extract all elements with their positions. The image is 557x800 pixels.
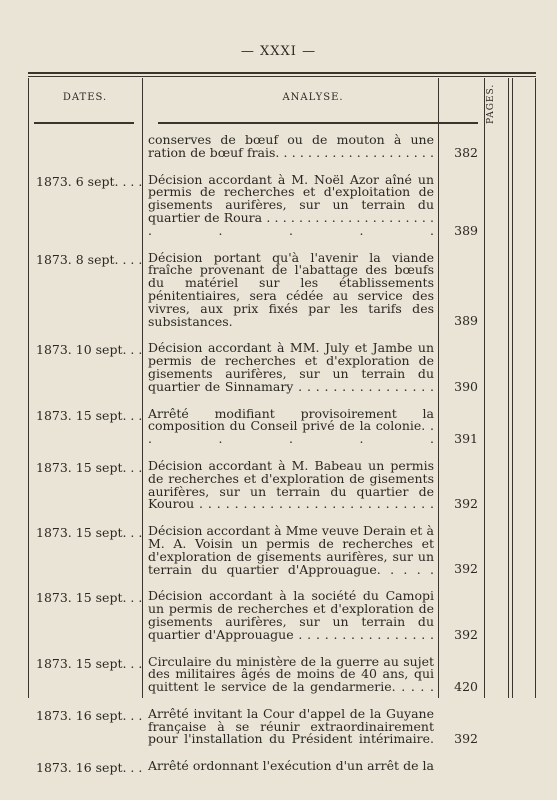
entry-date: 1873. 15 sept. . . [36,655,143,671]
entry-date: 1873. 6 sept. . . . [36,173,143,189]
header-analyse: ANALYSE. [282,92,344,103]
index-entry [28,249,536,329]
index-entry [28,405,536,447]
entry-date: 1873. 8 sept. . . . [36,251,143,267]
entry-text: Décision accordant à MM. July et Jambe un permis de recherches et d'exploration de gisements aurifères, sur un terrain du quartier de Sinnamary . . . . . . . . . . . . . . . . [148,340,434,394]
entry-date: 1873. 15 sept. . . [36,407,143,423]
entry-text: conserves de bœuf ou de mouton à une ration de bœuf frais. . . . . . . . . . . . . . . . . . . . [148,132,434,160]
index-entry [28,758,536,776]
header-dates: DATES. [62,92,108,103]
entry-text: Décision portant qu'à l'avenir la viande fraîche provenant de l'abattage des bœufs du matériel sur les établissements pénitentiaires, sera cédée au service des vivres, aux prix fixés par les tarifs des subsistances. [148,249,434,329]
entry-date: 1873. 15 sept. . . [36,459,143,475]
entry-page: 391 [454,430,478,446]
index-entry [28,525,536,576]
top-rule [28,72,536,74]
entry-page: 392 [454,496,478,512]
entry-text: Décision accordant à M. Noël Azor aîné un permis de recherches et d'exploitation de gisements aurifères, sur un terrain du quartier de Roura . . . . . . . . . . . . . . . . . . . . . . . . . . [148,171,434,238]
entry-text: Arrêté ordonnant l'exécution d'un arrêt de la [148,758,434,774]
index-entry [28,342,536,393]
entry-date: 1873. 16 sept. . . [36,760,143,776]
entry-page: 420 [454,678,478,694]
top-rule-thin [28,76,536,77]
entry-page: 389 [454,313,478,329]
entry-date: 1873. 15 sept. . . [36,590,143,606]
entry-text: Décision accordant à M. Babeau un permis de recherches et d'exploration de gisements aurifères, sur un terrain du quartier de Kourou . . . . . . . . . . . . . . . . . . . . . . . . . . . [148,457,434,512]
header-rule [158,122,478,124]
entry-text: Arrêté invitant la Cour d'appel de la Guyane française à se réunir extraordinairement pour l'installation du Président intérimaire. [148,705,434,747]
entry-text: Décision accordant à Mme veuve Derain et à M. A. Voisin un permis de recherches et d'exploration de gisements aurifères, sur un terrain du quartier d'Approuague. . . . . [148,523,434,577]
entry-page: 390 [454,378,478,394]
index-entry [28,705,536,747]
entry-page: 382 [454,144,478,160]
entry-page: 389 [454,222,478,238]
entries-list [28,134,536,787]
page-number: — XXXI — [240,44,317,59]
index-table [28,64,536,776]
entry-page: 392 [454,561,478,577]
index-entry [28,171,536,238]
header-pages: PAGES. [486,83,496,125]
entry-date: 1873. 16 sept. . . [36,707,143,723]
entry-text: Circulaire du ministère de la guerre au sujet des militaires âgés de moins de 40 ans, qui quittent le service de la gendarmerie. . . . . [148,653,434,695]
entry-text: Décision accordant à la société du Camopi un permis de recherches et d'exploration de gisements aurifères, sur un terrain du quartier d'Approuague . . . . . . . . . . . . . . . . [148,588,434,642]
index-entry [28,134,536,160]
entry-page: 392 [454,626,478,642]
entry-text: Arrêté modifiant provisoirement la composition du Conseil privé de la colonie. . . . . . . [148,405,434,447]
index-entry [28,457,536,512]
entry-date: 1873. 10 sept. . . [36,342,143,358]
index-entry [28,590,536,641]
entry-page: 392 [454,731,478,747]
entry-date: 1873. 15 sept. . . [36,525,143,541]
header-rule [34,122,134,124]
index-entry [28,653,536,695]
